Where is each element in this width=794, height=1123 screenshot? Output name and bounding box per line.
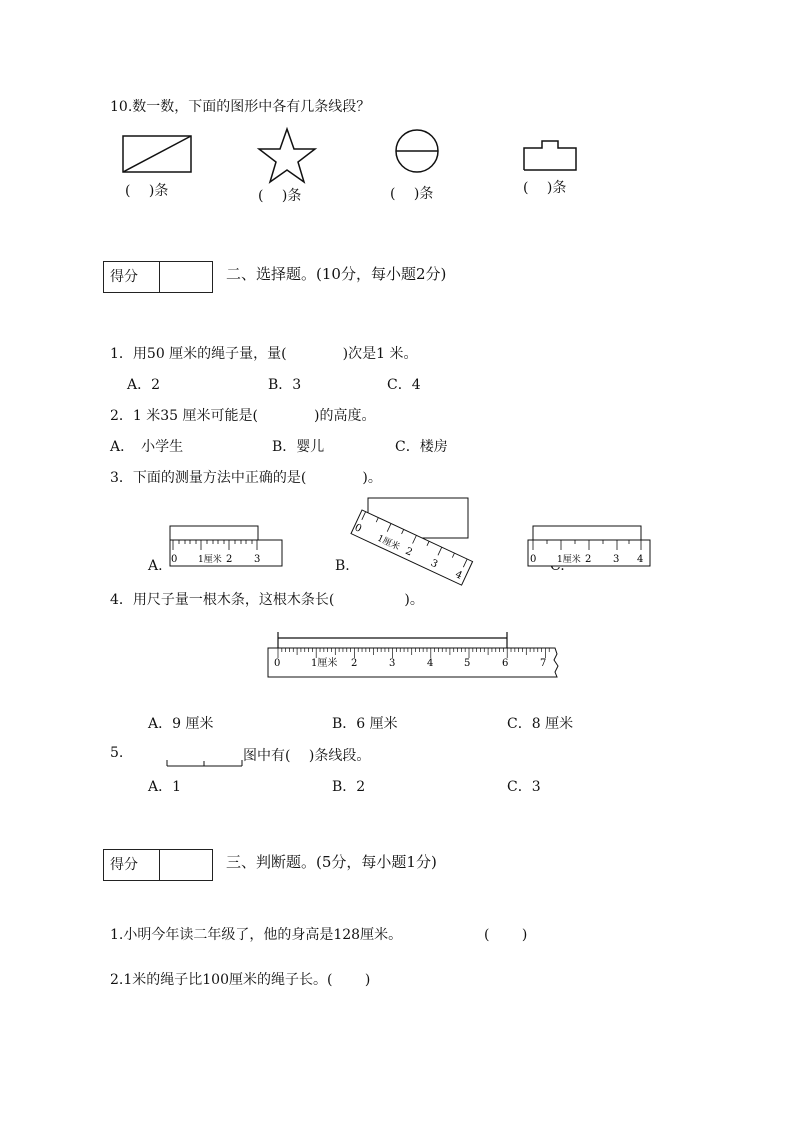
- s2-q5-number: 5.: [110, 745, 124, 761]
- score-box-section3: [103, 849, 213, 881]
- ruler-c-mark-1: 1厘米: [557, 555, 581, 565]
- ruler-c-mark-0: 0: [530, 554, 537, 565]
- section2-title: 二、选择题。(10分，每小题2分): [226, 265, 447, 283]
- s2-q2-text: 2．1 米35 厘米可能是( )的高度。: [110, 408, 376, 424]
- ruler-q4-mark-0: 0: [274, 658, 281, 669]
- s2-q5-option-c: C．3: [507, 779, 541, 795]
- ruler-option-b: [350, 492, 490, 582]
- s2-q1-option-a: A．2: [127, 377, 161, 393]
- ruler-option-a: [165, 522, 285, 572]
- s3-q1-blank: ( ): [484, 927, 528, 943]
- s2-q2-option-a: A． 小学生: [110, 439, 184, 455]
- s2-q2-option-c: C．楼房: [395, 439, 448, 455]
- line-segment-figure: [164, 755, 246, 771]
- rectangle-with-diagonal-figure: [118, 132, 198, 176]
- step-shape-figure: [520, 138, 580, 174]
- s2-q4-text: 4．用尺子量一根木条，这根木条长( )。: [110, 592, 424, 608]
- ruler-a-mark-2: 2: [226, 554, 233, 565]
- ruler-a-mark-0: 0: [171, 554, 178, 565]
- ruler-q4-mark-2: 2: [351, 658, 358, 669]
- s2-q4-option-a: A．9 厘米: [148, 716, 214, 732]
- ruler-q4-mark-3: 3: [389, 658, 396, 669]
- ruler-q4-mark-4: 4: [427, 658, 434, 669]
- score-label: 得分: [104, 850, 160, 880]
- score-box-section2: [103, 261, 213, 293]
- s2-q1-text: 1．用50 厘米的绳子量，量( )次是1 米。: [110, 346, 418, 362]
- s2-q3-option-a: A.: [148, 558, 163, 574]
- section3-title: 三、判断题。(5分，每小题1分): [226, 853, 437, 871]
- ruler-b-mark-2: 2: [403, 545, 414, 559]
- s2-q5-option-a: A．1: [148, 779, 182, 795]
- q10-title: 10.数一数，下面的图形中各有几条线段？: [110, 99, 371, 115]
- s2-q1-option-b: B．3: [268, 377, 302, 393]
- circle-with-diameter-figure: [392, 128, 442, 176]
- ruler-a-mark-3: 3: [254, 554, 261, 565]
- s3-q2-text: 2.1米的绳子比100厘米的绳子长。( ): [110, 972, 371, 988]
- ruler-b-mark-4: 4: [453, 569, 464, 582]
- ruler-q4-mark-5: 5: [464, 658, 471, 669]
- ruler-c-mark-4: 4: [637, 554, 644, 565]
- q10-answer-4: ( )条: [523, 180, 567, 196]
- q10-answer-2: ( )条: [258, 188, 302, 204]
- ruler-q4-mark-7: 7: [540, 658, 547, 669]
- s2-q3-text: 3．下面的测量方法中正确的是( )。: [110, 470, 382, 486]
- s2-q3-option-b: B.: [335, 558, 350, 574]
- ruler-q4-mark-1: 1厘米: [311, 658, 338, 669]
- star-figure: [256, 126, 318, 184]
- score-label: 得分: [104, 262, 160, 292]
- ruler-b-mark-3: 3: [428, 557, 440, 571]
- s3-q1-text: 1.小明今年读二年级了，他的身高是128厘米。: [110, 927, 403, 943]
- ruler-c-mark-3: 3: [613, 554, 620, 565]
- ruler-a-mark-1: 1厘米: [198, 555, 222, 565]
- s2-q5-text: 图中有( )条线段。: [243, 748, 371, 764]
- q10-answer-3: ( )条: [390, 186, 434, 202]
- s2-q1-option-c: C．4: [387, 377, 421, 393]
- s2-q2-option-b: B．婴儿: [272, 439, 325, 455]
- s2-q4-option-c: C．8 厘米: [507, 716, 574, 732]
- s2-q5-option-b: B．2: [332, 779, 366, 795]
- ruler-b-mark-1: 1厘米: [375, 533, 402, 553]
- ruler-b-mark-0: 0: [352, 522, 364, 535]
- ruler-q4-mark-6: 6: [502, 658, 509, 669]
- ruler-q4: [265, 628, 565, 682]
- ruler-option-c: [525, 522, 655, 570]
- ruler-c-mark-2: 2: [585, 554, 592, 565]
- s2-q4-option-b: B．6 厘米: [332, 716, 398, 732]
- q10-answer-1: ( )条: [125, 183, 169, 199]
